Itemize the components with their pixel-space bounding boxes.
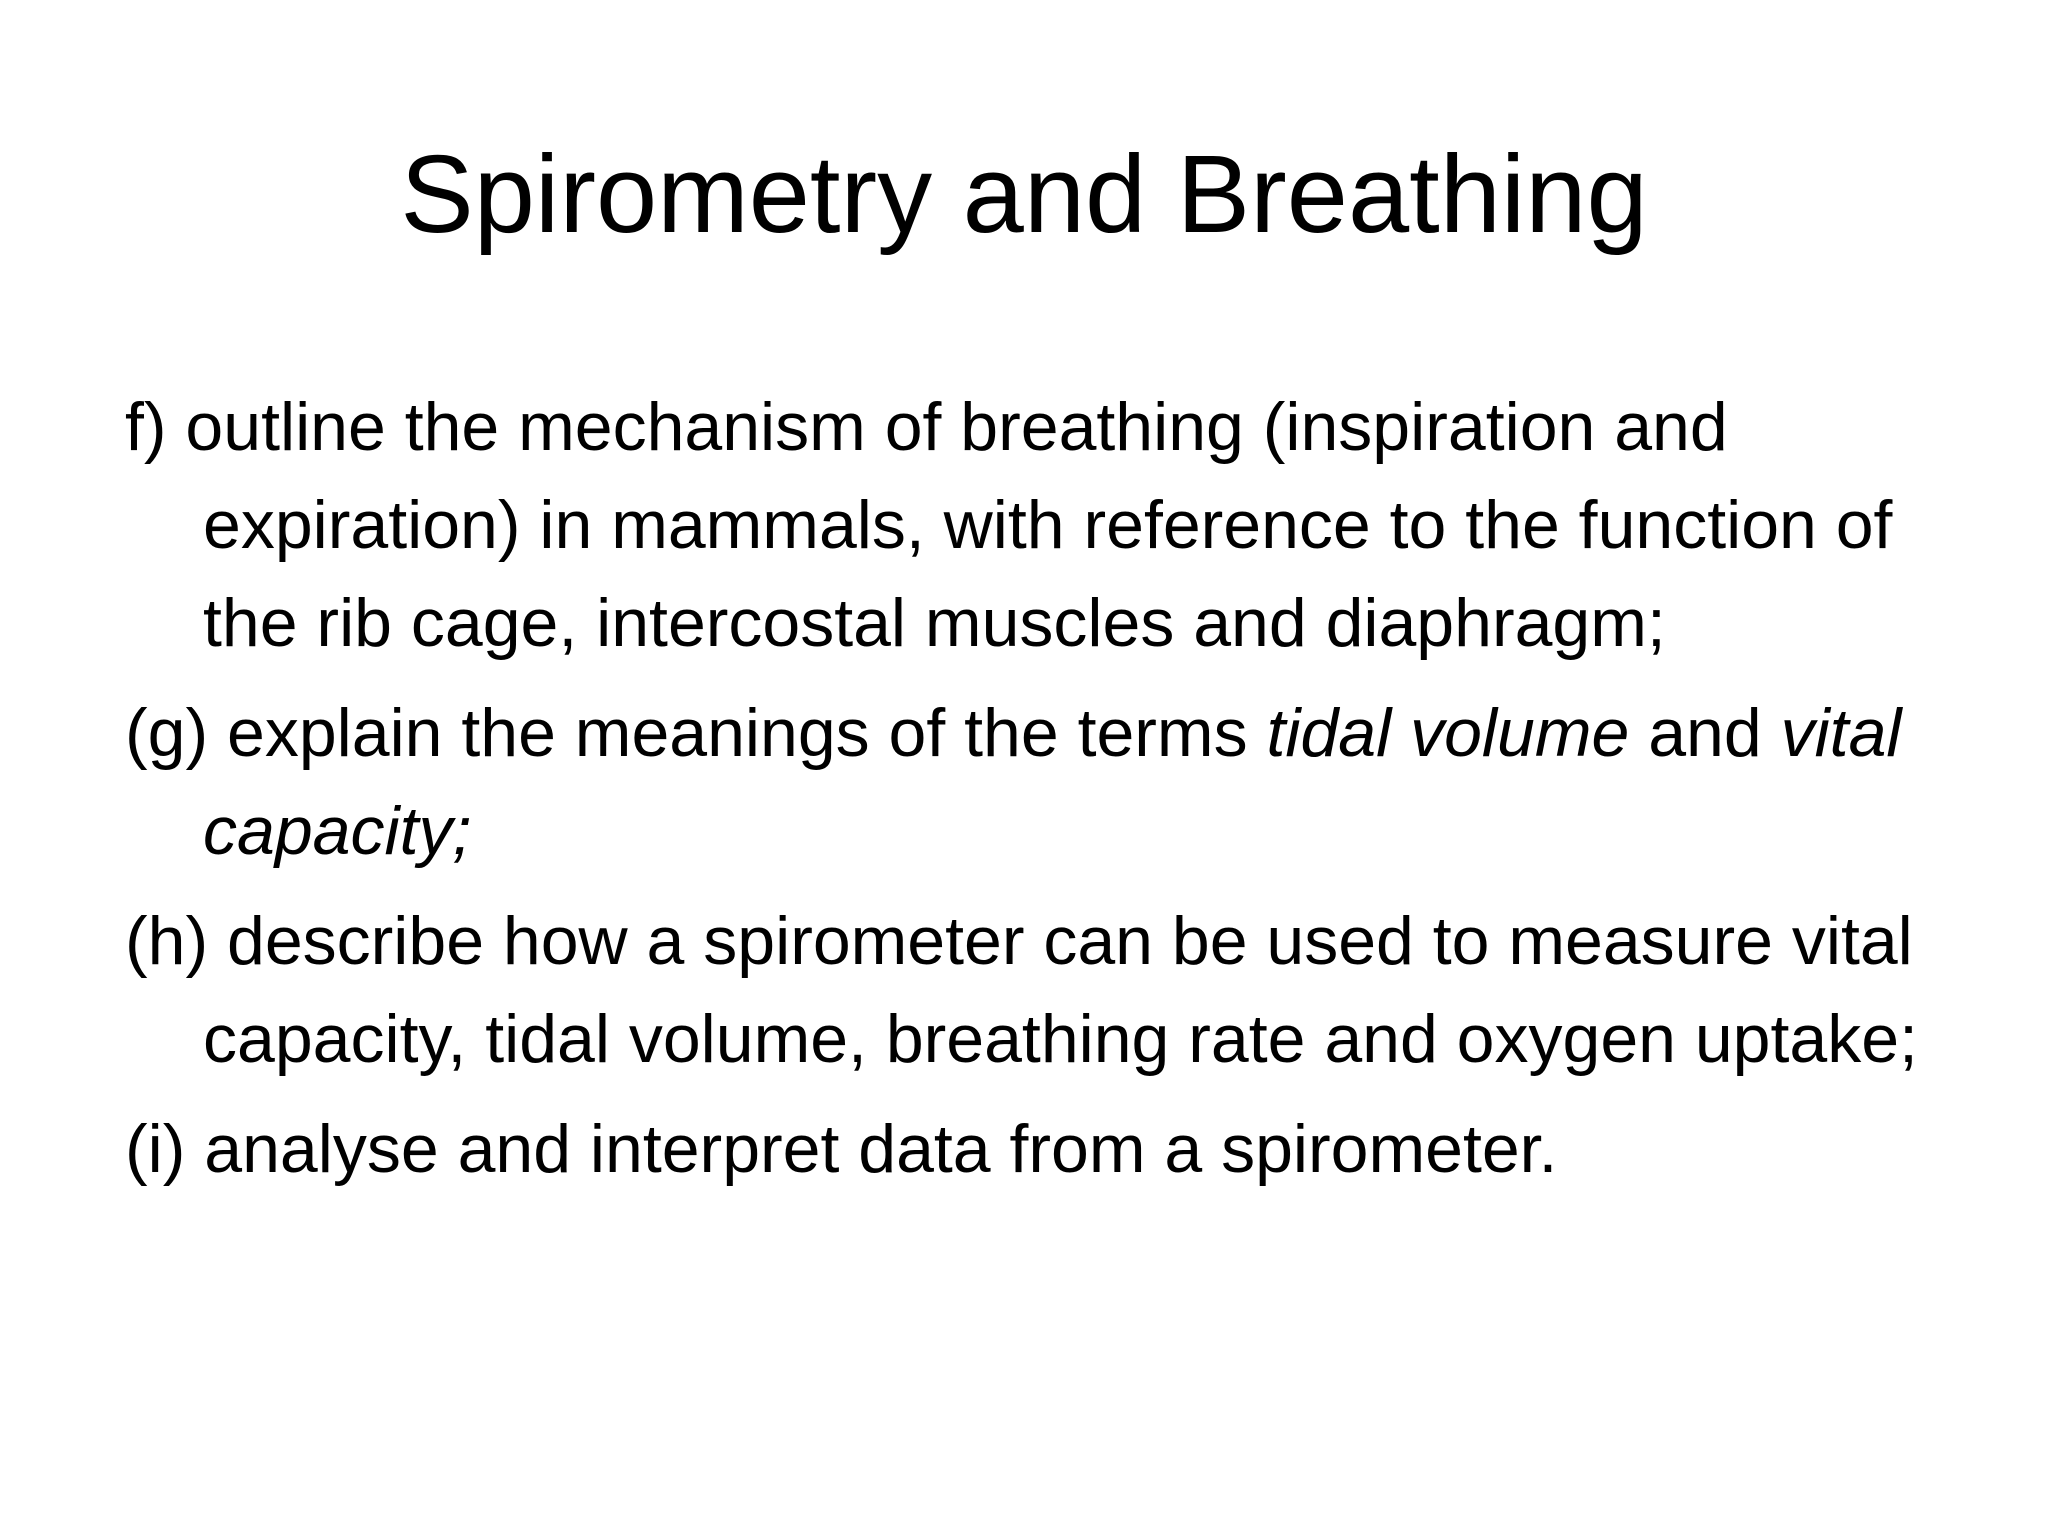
term-vital-capacity: vital capacity;	[203, 695, 1902, 869]
objective-f: f) outline the mechanism of breathing (inspiration and expiration) in mammals, with reference to the function of the rib cage, intercostal muscles and diaphragm;	[125, 389, 1893, 661]
objectives-list	[125, 378, 1985, 1208]
slide-title: Spirometry and Breathing	[400, 133, 1648, 256]
objective-g-text-2: and	[1629, 695, 1781, 771]
term-tidal-volume: tidal volume	[1266, 695, 1630, 771]
objective-i: (i) analyse and interpret data from a spirometer.	[125, 1111, 1558, 1187]
objective-g-text-1: (g) explain the meanings of the terms	[125, 695, 1267, 771]
objective-h: (h) describe how a spirometer can be used to measure vital capacity, tidal volume, breathing rate and oxygen uptake;	[125, 903, 1918, 1077]
objective-g	[125, 684, 1985, 880]
